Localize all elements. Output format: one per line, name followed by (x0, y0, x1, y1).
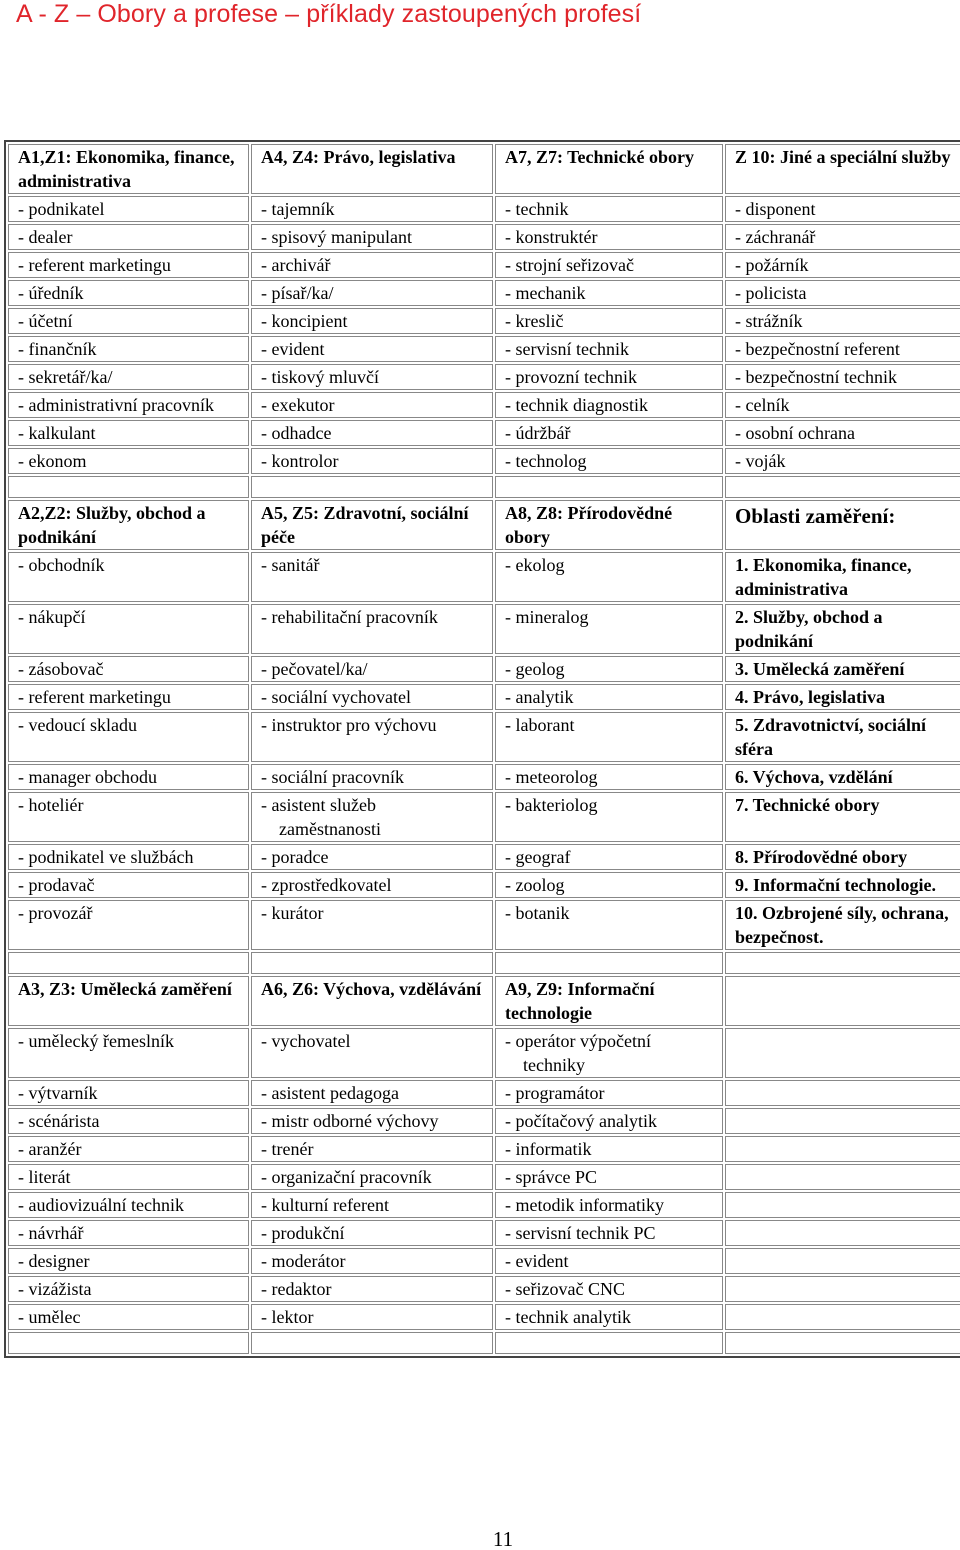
profession-cell (251, 1028, 493, 1078)
profession-cell (8, 1108, 249, 1134)
profession-cell (495, 280, 723, 306)
table-row (8, 1164, 960, 1190)
profession-cell (725, 252, 960, 278)
profession-cell (495, 364, 723, 390)
category-header: Oblasti zaměření: (725, 500, 960, 550)
cell-text: - kreslič (505, 311, 564, 331)
focus-area-item (725, 900, 960, 950)
profession-cell (251, 224, 493, 250)
cell-text: - policista (735, 283, 807, 303)
profession-cell (725, 1192, 960, 1218)
cell-text: - kurátor (261, 903, 324, 923)
cell-text: - servisní technik PC (505, 1223, 656, 1243)
profession-cell (725, 1164, 960, 1190)
cell-text: - bakteriolog (505, 795, 598, 815)
cell-text: - technolog (505, 451, 587, 471)
spacer-cell (8, 952, 249, 974)
focus-area-item (725, 872, 960, 898)
profession-cell (8, 764, 249, 790)
profession-cell (495, 1248, 723, 1274)
profession-cell (495, 448, 723, 474)
table-row (8, 420, 960, 446)
cell-text: - informatik (505, 1139, 592, 1159)
cell-text: - finančník (18, 339, 97, 359)
table-row (8, 448, 960, 474)
cell-text: 4. Právo, legislativa (735, 687, 885, 707)
cell-text: - záchranář (735, 227, 816, 247)
profession-cell (725, 224, 960, 250)
cell-text: - poradce (261, 847, 329, 867)
section-header-row (8, 500, 960, 550)
cell-text: - technik (505, 199, 569, 219)
spacer-cell (725, 952, 960, 974)
cell-text: - mineralog (505, 607, 589, 627)
profession-cell (8, 196, 249, 222)
spacer-cell (251, 476, 493, 498)
profession-cell (495, 392, 723, 418)
table-row (8, 252, 960, 278)
cell-text: - aranžér (18, 1139, 82, 1159)
cell-text: 10. Ozbrojené síly, ochrana, bezpečnost. (735, 903, 949, 947)
cell-text: - strážník (735, 311, 803, 331)
cell-text: - exekutor (261, 395, 335, 415)
page-number: 11 (492, 1527, 514, 1550)
spacer-cell (251, 1332, 493, 1354)
profession-cell (495, 684, 723, 710)
profession-cell (251, 684, 493, 710)
cell-text: - zprostředkovatel (261, 875, 392, 895)
cell-text: 1. Ekonomika, finance, administrativa (735, 555, 912, 599)
cell-text: - konstruktér (505, 227, 598, 247)
cell-text: - ekonom (18, 451, 87, 471)
cell-text: - literát (18, 1167, 71, 1187)
category-header: A9, Z9: Informační technologie (495, 976, 723, 1026)
focus-area-item (725, 844, 960, 870)
cell-text: - podnikatel (18, 199, 105, 219)
profession-cell (251, 872, 493, 898)
spacer-cell (495, 952, 723, 974)
profession-cell (251, 280, 493, 306)
profession-cell (495, 844, 723, 870)
cell-text: 6. Výchova, vzdělání (735, 767, 893, 787)
profession-cell (495, 420, 723, 446)
profession-cell (8, 604, 249, 654)
profession-cell (725, 1276, 960, 1302)
profession-cell (251, 364, 493, 390)
profession-cell (251, 392, 493, 418)
cell-text: - úředník (18, 283, 84, 303)
table-row (8, 552, 960, 602)
profession-cell (8, 1220, 249, 1246)
spacer-row (8, 476, 960, 498)
profession-cell (8, 1276, 249, 1302)
profession-cell (8, 392, 249, 418)
section-header-row (8, 976, 960, 1026)
profession-cell (251, 1080, 493, 1106)
cell-text: - rehabilitační pracovník (261, 607, 438, 627)
table-row (8, 792, 960, 842)
spacer-row (8, 952, 960, 974)
table-row (8, 364, 960, 390)
profession-cell (8, 1248, 249, 1274)
cell-text: - celník (735, 395, 790, 415)
cell-text: - moderátor (261, 1251, 346, 1271)
cell-text: - organizační pracovník (261, 1167, 432, 1187)
cell-text: - redaktor (261, 1279, 332, 1299)
profession-cell (251, 900, 493, 950)
category-header (725, 976, 960, 1026)
profession-cell (725, 1304, 960, 1330)
cell-text: - produkční (261, 1223, 345, 1243)
spacer-cell (8, 476, 249, 498)
profession-cell (495, 196, 723, 222)
cell-text-continuation: zaměstnanosti (279, 819, 381, 839)
profession-cell (495, 900, 723, 950)
cell-text-continuation: techniky (523, 1055, 585, 1075)
cell-text: - odhadce (261, 423, 332, 443)
cell-text: - analytik (505, 687, 574, 707)
profession-cell (495, 764, 723, 790)
focus-area-item (725, 712, 960, 762)
cell-text: - lektor (261, 1307, 314, 1327)
profession-cell (251, 1136, 493, 1162)
cell-text: - technik analytik (505, 1307, 631, 1327)
focus-area-item (725, 604, 960, 654)
profession-cell (725, 308, 960, 334)
spacer-cell (8, 1332, 249, 1354)
cell-text: - vychovatel (261, 1031, 351, 1051)
cell-text: - archivář (261, 255, 331, 275)
profession-cell (8, 552, 249, 602)
table-row (8, 308, 960, 334)
cell-text: - voják (735, 451, 786, 471)
profession-cell (495, 224, 723, 250)
cell-text: - počítačový analytik (505, 1111, 657, 1131)
table-row (8, 1276, 960, 1302)
profession-cell (495, 604, 723, 654)
category-header: A3, Z3: Umělecká zaměření (8, 976, 249, 1026)
cell-text: 8. Přírodovědné obory (735, 847, 908, 867)
category-header: A4, Z4: Právo, legislativa (251, 144, 493, 194)
cell-text: - kontrolor (261, 451, 339, 471)
cell-text: - provozní technik (505, 367, 637, 387)
profession-cell (495, 1080, 723, 1106)
cell-text: - geolog (505, 659, 565, 679)
profession-cell (495, 552, 723, 602)
cell-text: - koncipient (261, 311, 348, 331)
page-title: A - Z – Obory a profese – příklady zastoupených profesí (16, 0, 642, 28)
profession-cell (8, 252, 249, 278)
spacer-cell (725, 476, 960, 498)
cell-text: - scénárista (18, 1111, 100, 1131)
profession-cell (725, 196, 960, 222)
profession-cell (251, 336, 493, 362)
cell-text: - sociální vychovatel (261, 687, 411, 707)
cell-text: - osobní ochrana (735, 423, 855, 443)
focus-area-item (725, 764, 960, 790)
cell-text: - geograf (505, 847, 571, 867)
profession-cell (495, 1304, 723, 1330)
profession-cell (495, 336, 723, 362)
profession-cell (8, 1164, 249, 1190)
focus-area-item (725, 792, 960, 842)
profession-cell (495, 872, 723, 898)
cell-text: - seřizovač CNC (505, 1279, 625, 1299)
profession-cell (8, 872, 249, 898)
table-row (8, 1248, 960, 1274)
cell-text: - tiskový mluvčí (261, 367, 379, 387)
table-row (8, 656, 960, 682)
profession-cell (251, 1276, 493, 1302)
profession-cell (725, 1220, 960, 1246)
cell-text: - asistent služeb (261, 795, 376, 815)
cell-text: - sanitář (261, 555, 320, 575)
category-header: A5, Z5: Zdravotní, sociální péče (251, 500, 493, 550)
profession-cell (8, 336, 249, 362)
table-row (8, 392, 960, 418)
cell-text: - ekolog (505, 555, 565, 575)
profession-cell (251, 252, 493, 278)
cell-text: - meteorolog (505, 767, 598, 787)
table-row (8, 1108, 960, 1134)
cell-text: - výtvarník (18, 1083, 98, 1103)
category-header: A2,Z2: Služby, obchod a podnikání (8, 500, 249, 550)
cell-text: - manager obchodu (18, 767, 157, 787)
focus-area-item (725, 552, 960, 602)
cell-text: - správce PC (505, 1167, 597, 1187)
cell-text: - sekretář/ka/ (18, 367, 113, 387)
spacer-cell (251, 952, 493, 974)
cell-text: - servisní technik (505, 339, 629, 359)
cell-text: - disponent (735, 199, 816, 219)
section-header-row (8, 144, 960, 194)
table-row (8, 280, 960, 306)
table-row (8, 1220, 960, 1246)
profession-cell (8, 1028, 249, 1078)
cell-text: - návrhář (18, 1223, 84, 1243)
cell-text: - umělecký řemeslník (18, 1031, 174, 1051)
profession-cell (8, 656, 249, 682)
profession-cell (8, 448, 249, 474)
profession-cell (495, 1136, 723, 1162)
cell-text: - trenér (261, 1139, 314, 1159)
profession-cell (495, 1276, 723, 1302)
cell-text: 7. Technické obory (735, 795, 880, 815)
profession-cell (725, 280, 960, 306)
profession-cell (8, 1136, 249, 1162)
profession-cell (8, 844, 249, 870)
profession-cell (251, 308, 493, 334)
profession-cell (725, 392, 960, 418)
profession-cell (8, 1304, 249, 1330)
cell-text: - podnikatel ve službách (18, 847, 194, 867)
cell-text: - mistr odborné výchovy (261, 1111, 439, 1131)
cell-text: - mechanik (505, 283, 586, 303)
table-row (8, 604, 960, 654)
cell-text: - instruktor pro výchovu (261, 715, 437, 735)
table-row (8, 844, 960, 870)
spacer-cell (725, 1332, 960, 1354)
table-row (8, 1028, 960, 1078)
profession-cell (725, 364, 960, 390)
table-row (8, 1192, 960, 1218)
category-header: A7, Z7: Technické obory (495, 144, 723, 194)
profession-cell (251, 1108, 493, 1134)
profession-cell (8, 1080, 249, 1106)
cell-text: - asistent pedagoga (261, 1083, 399, 1103)
cell-text: - vizážista (18, 1279, 92, 1299)
spacer-cell (495, 476, 723, 498)
cell-text: - referent marketingu (18, 687, 171, 707)
profession-cell (251, 712, 493, 762)
cell-text: - technik diagnostik (505, 395, 648, 415)
cell-text: - kulturní referent (261, 1195, 389, 1215)
profession-cell (8, 1192, 249, 1218)
cell-text: - evident (261, 339, 325, 359)
cell-text: - vedoucí skladu (18, 715, 137, 735)
profession-cell (725, 336, 960, 362)
cell-text: - obchodník (18, 555, 105, 575)
cell-text: - zoolog (505, 875, 565, 895)
table-row (8, 872, 960, 898)
cell-text: - prodavač (18, 875, 95, 895)
cell-text: - spisový manipulant (261, 227, 412, 247)
cell-text: - bezpečnostní technik (735, 367, 897, 387)
cell-text: - požárník (735, 255, 809, 275)
profession-cell (725, 448, 960, 474)
profession-cell (251, 1192, 493, 1218)
focus-area-item (725, 656, 960, 682)
profession-cell (251, 1220, 493, 1246)
profession-cell (8, 420, 249, 446)
cell-text: - evident (505, 1251, 569, 1271)
profession-cell (251, 196, 493, 222)
cell-text: - designer (18, 1251, 90, 1271)
spacer-row (8, 1332, 960, 1354)
cell-text: - účetní (18, 311, 73, 331)
professions-table (4, 140, 960, 1358)
table-row (8, 684, 960, 710)
cell-text: - nákupčí (18, 607, 86, 627)
profession-cell (251, 792, 493, 842)
cell-text: - bezpečnostní referent (735, 339, 900, 359)
cell-text: - zásobovač (18, 659, 104, 679)
cell-text: - umělec (18, 1307, 81, 1327)
profession-cell (725, 1136, 960, 1162)
profession-cell (725, 1248, 960, 1274)
cell-text: 9. Informační technologie. (735, 875, 936, 895)
cell-text: - strojní seřizovač (505, 255, 634, 275)
profession-cell (495, 1028, 723, 1078)
profession-cell (495, 1192, 723, 1218)
cell-text: 3. Umělecká zaměření (735, 659, 905, 679)
profession-cell (495, 1164, 723, 1190)
profession-cell (251, 552, 493, 602)
cell-text: - kalkulant (18, 423, 96, 443)
profession-cell (725, 1080, 960, 1106)
profession-cell (8, 792, 249, 842)
table-row (8, 712, 960, 762)
profession-cell (251, 844, 493, 870)
category-header: A8, Z8: Přírodovědné obory (495, 500, 723, 550)
spacer-cell (495, 1332, 723, 1354)
table-row (8, 1136, 960, 1162)
cell-text: - audiovizuální technik (18, 1195, 184, 1215)
cell-text: - administrativní pracovník (18, 395, 214, 415)
table-row (8, 336, 960, 362)
cell-text: - pečovatel/ka/ (261, 659, 368, 679)
cell-text: - operátor výpočetní (505, 1031, 651, 1051)
profession-cell (725, 1028, 960, 1078)
cell-text: - údržbář (505, 423, 571, 443)
profession-cell (8, 280, 249, 306)
profession-cell (251, 656, 493, 682)
profession-cell (495, 308, 723, 334)
profession-cell (8, 712, 249, 762)
cell-text: - dealer (18, 227, 73, 247)
profession-cell (8, 684, 249, 710)
profession-cell (495, 1108, 723, 1134)
profession-cell (251, 448, 493, 474)
profession-cell (251, 604, 493, 654)
profession-cell (725, 420, 960, 446)
cell-text: 2. Služby, obchod a podnikání (735, 607, 883, 651)
table-row (8, 900, 960, 950)
profession-cell (495, 252, 723, 278)
category-header: A1,Z1: Ekonomika, finance, administrativa (8, 144, 249, 194)
table-row (8, 196, 960, 222)
table-row (8, 764, 960, 790)
cell-text: - laborant (505, 715, 575, 735)
category-header: A6, Z6: Výchova, vzdělávání (251, 976, 493, 1026)
table-row (8, 224, 960, 250)
profession-cell (725, 1108, 960, 1134)
profession-cell (251, 1164, 493, 1190)
profession-cell (495, 656, 723, 682)
cell-text: - botanik (505, 903, 570, 923)
table-row (8, 1080, 960, 1106)
profession-cell (8, 308, 249, 334)
profession-cell (8, 364, 249, 390)
profession-cell (251, 764, 493, 790)
cell-text: - sociální pracovník (261, 767, 404, 787)
profession-cell (251, 1248, 493, 1274)
cell-text: - hoteliér (18, 795, 84, 815)
table-row (8, 1304, 960, 1330)
focus-area-item (725, 684, 960, 710)
cell-text: - referent marketingu (18, 255, 171, 275)
cell-text: - provozář (18, 903, 93, 923)
category-header: Z 10: Jiné a speciální služby (725, 144, 960, 194)
profession-cell (495, 1220, 723, 1246)
profession-cell (251, 420, 493, 446)
cell-text: - metodik informatiky (505, 1195, 664, 1215)
profession-cell (495, 792, 723, 842)
cell-text: - tajemník (261, 199, 335, 219)
cell-text: - písař/ka/ (261, 283, 334, 303)
profession-cell (8, 900, 249, 950)
cell-text: 5. Zdravotnictví, sociální sféra (735, 715, 927, 759)
profession-cell (495, 712, 723, 762)
cell-text: - programátor (505, 1083, 605, 1103)
profession-cell (8, 224, 249, 250)
profession-cell (251, 1304, 493, 1330)
